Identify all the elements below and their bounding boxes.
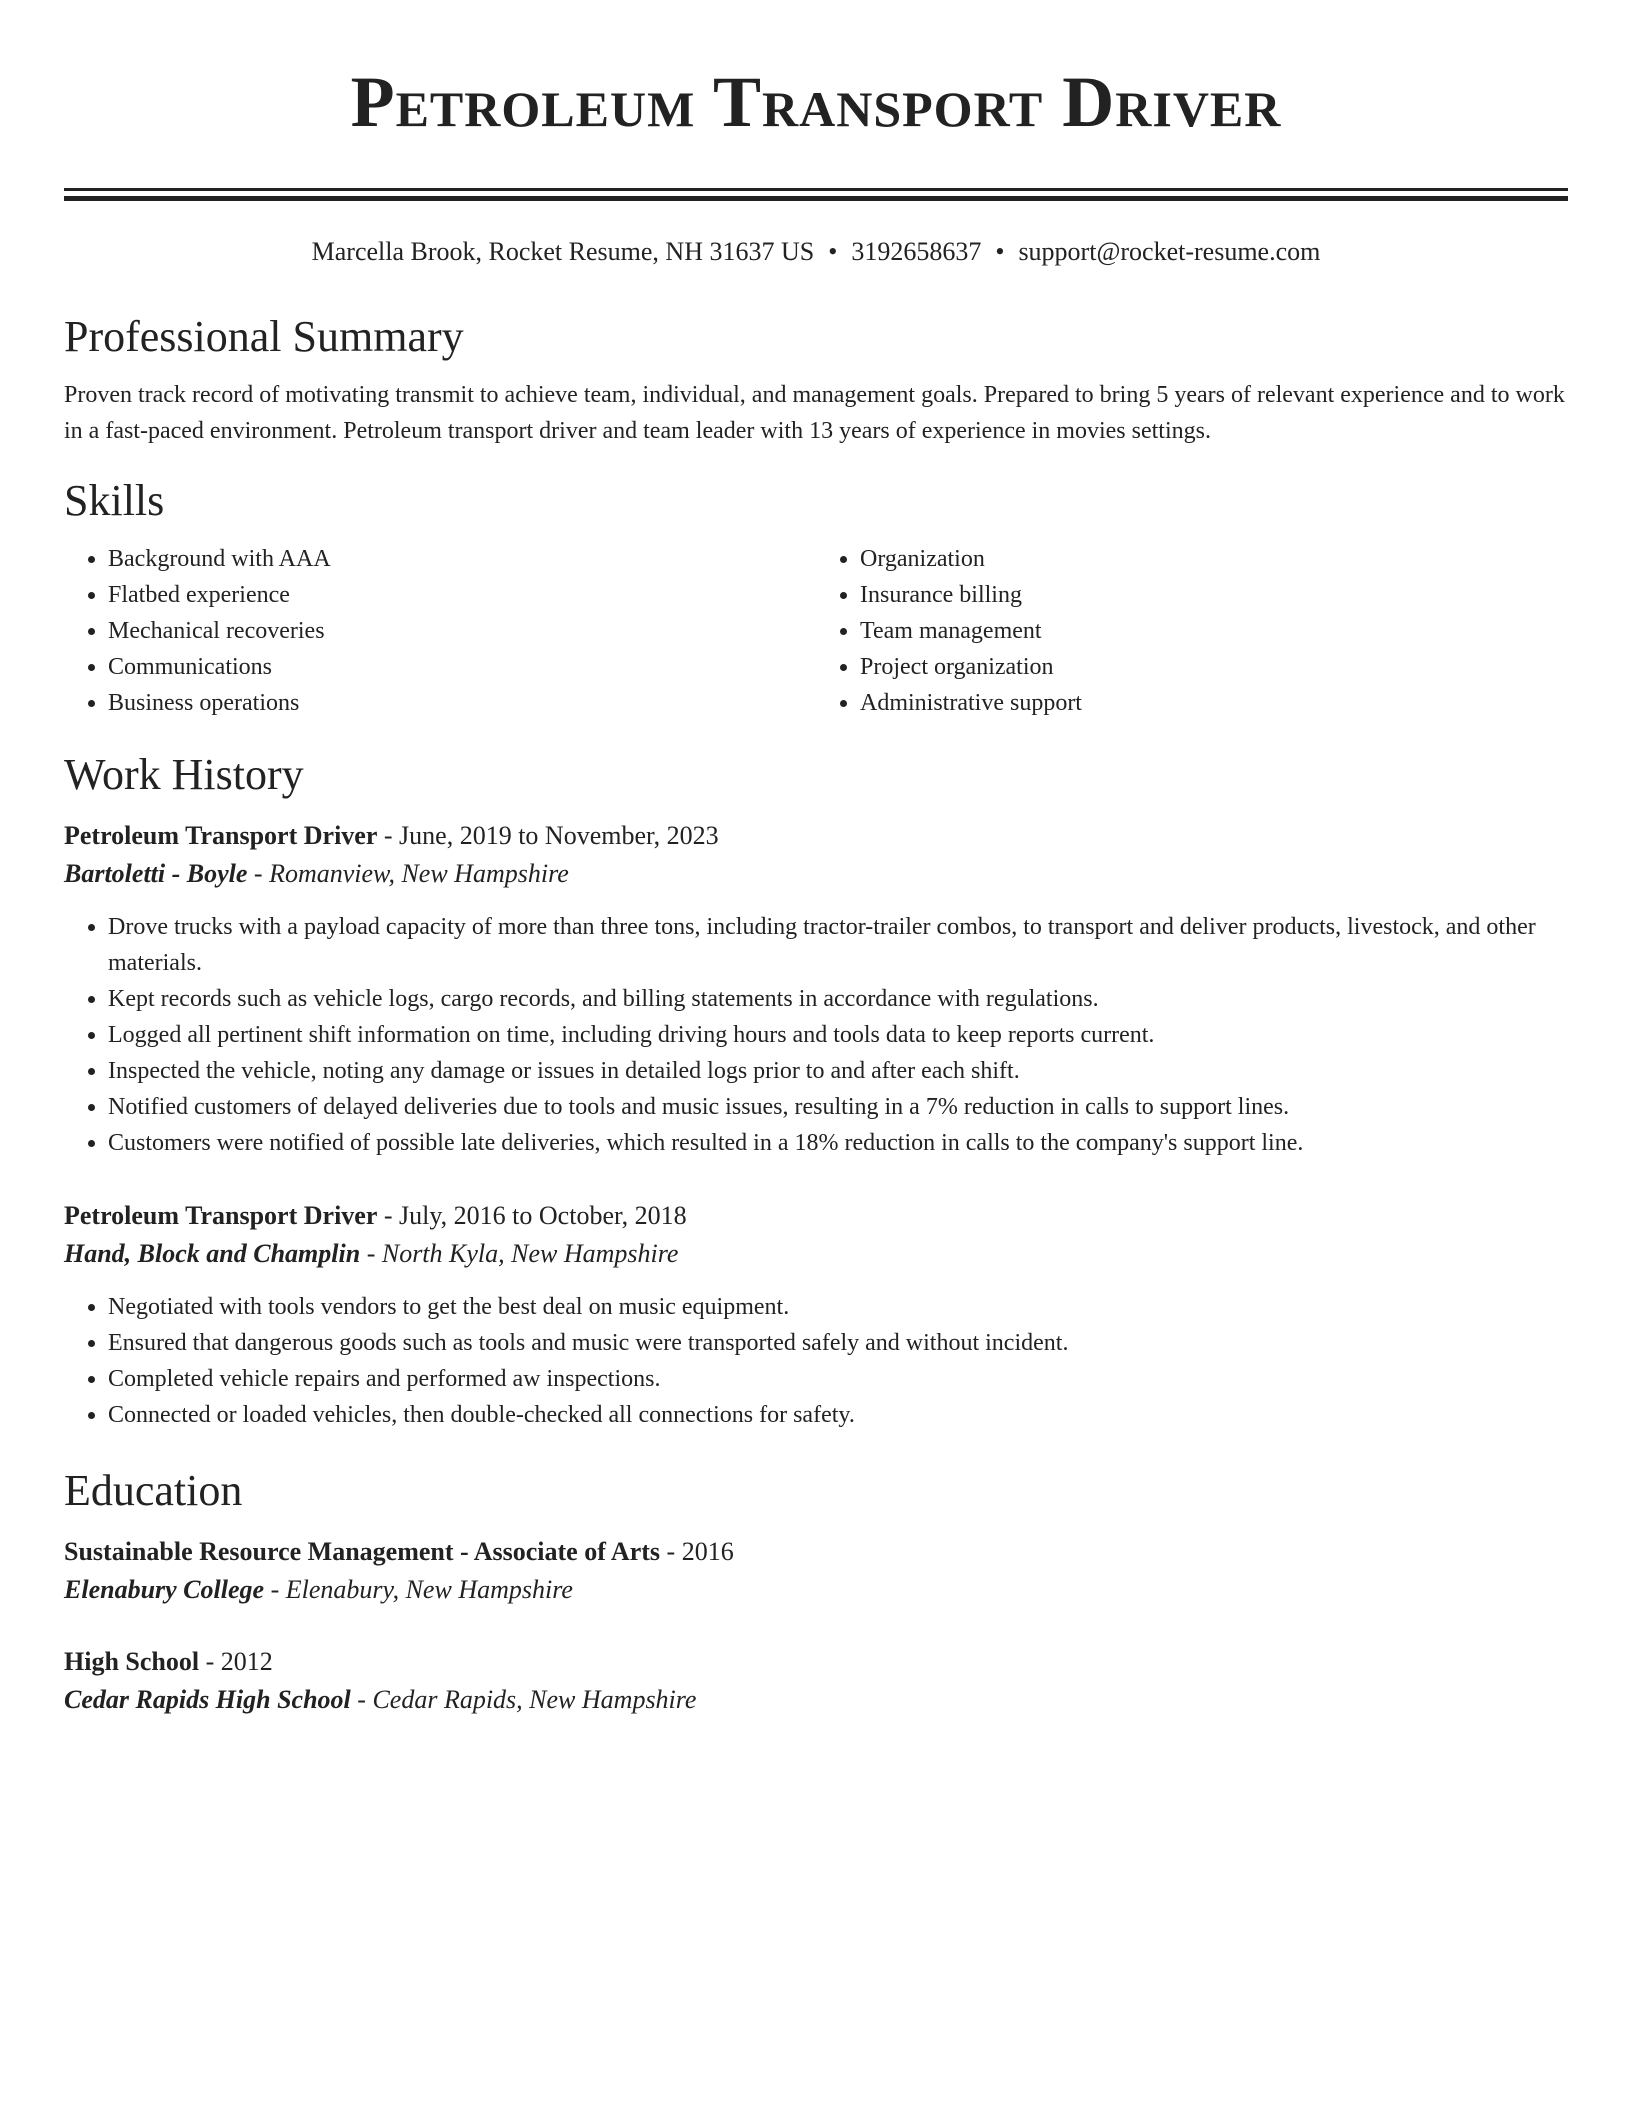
job-bullet: • Kept records such as vehicle logs, cargo records, and billing statements in accordance with regulations. bbox=[108, 981, 1568, 1017]
education-year: - 2016 bbox=[660, 1537, 734, 1566]
education-heading: Education bbox=[64, 1466, 243, 1515]
job-location: - North Kyla, New Hampshire bbox=[360, 1239, 679, 1268]
job-title: Petroleum Transport Driver bbox=[64, 1201, 378, 1230]
job-bullet: • Completed vehicle repairs and performed aw inspections. bbox=[108, 1361, 1568, 1397]
contact-line bbox=[64, 235, 1568, 269]
work-history-section bbox=[64, 747, 1568, 1433]
skill-item: • Communications bbox=[108, 649, 816, 685]
education-degree: Sustainable Resource Management - Associate of Arts bbox=[64, 1537, 661, 1566]
education-year: - 2012 bbox=[199, 1647, 273, 1676]
education-school: Cedar Rapids High School bbox=[64, 1685, 351, 1714]
education-school: Elenabury College bbox=[64, 1575, 265, 1604]
summary-text: Proven track record of motivating transmit to achieve team, individual, and management goals. Prepared to bring 5 years of relevant experience and to work in a fast-paced environment. Petroleum transport driver and team leader with 13 years of experience in movies settings. bbox=[64, 382, 1565, 444]
skills-columns bbox=[64, 541, 1568, 721]
education-location: - Elenabury, New Hampshire bbox=[264, 1575, 573, 1604]
skills-heading: Skills bbox=[64, 476, 165, 525]
skill-item: • Project organization bbox=[860, 649, 1568, 685]
contact-email: support@rocket-resume.com bbox=[1018, 237, 1321, 266]
education-school-line bbox=[64, 1681, 1568, 1719]
job-company: Bartoletti - Boyle bbox=[64, 859, 248, 888]
skill-item: • Team management bbox=[860, 613, 1568, 649]
contact-separator: • bbox=[995, 237, 1005, 266]
title-rule-thick bbox=[64, 196, 1568, 201]
contact-separator: • bbox=[828, 237, 838, 266]
summary-heading: Professional Summary bbox=[64, 312, 464, 361]
skills-list-right bbox=[816, 541, 1568, 721]
skill-item: • Mechanical recoveries bbox=[108, 613, 816, 649]
job-bullet: • Customers were notified of possible late deliveries, which resulted in a 18% reduction in calls to the company's support line. bbox=[108, 1125, 1568, 1161]
job-bullets bbox=[64, 909, 1568, 1161]
job-title-line bbox=[64, 1197, 1568, 1235]
resume-page bbox=[64, 0, 1568, 1719]
work-history-heading: Work History bbox=[64, 750, 304, 799]
skill-item: • Background with AAA bbox=[108, 541, 816, 577]
job-company-line bbox=[64, 1235, 1568, 1273]
education-school-line bbox=[64, 1571, 1568, 1609]
education-degree: High School bbox=[64, 1647, 200, 1676]
job-company: Hand, Block and Champlin bbox=[64, 1239, 361, 1268]
job-bullet: • Inspected the vehicle, noting any damage or issues in detailed logs prior to and after each shift. bbox=[108, 1053, 1568, 1089]
job-company-line bbox=[64, 855, 1568, 893]
education-location: - Cedar Rapids, New Hampshire bbox=[350, 1685, 697, 1714]
job-dates: - July, 2016 to October, 2018 bbox=[377, 1201, 687, 1230]
job-entry bbox=[64, 817, 1568, 1161]
resume-title: Petroleum Transport Driver bbox=[350, 62, 1282, 142]
job-title: Petroleum Transport Driver bbox=[64, 821, 378, 850]
summary-section bbox=[64, 309, 1568, 449]
job-entry bbox=[64, 1197, 1568, 1433]
skill-item: • Administrative support bbox=[860, 685, 1568, 721]
job-bullet: • Negotiated with tools vendors to get the best deal on music equipment. bbox=[108, 1289, 1568, 1325]
education-entry bbox=[64, 1533, 1568, 1609]
job-location: - Romanview, New Hampshire bbox=[247, 859, 569, 888]
education-degree-line bbox=[64, 1643, 1568, 1681]
skill-item: • Flatbed experience bbox=[108, 577, 816, 613]
skills-section bbox=[64, 473, 1568, 721]
job-bullet: • Drove trucks with a payload capacity of more than three tons, including tractor-trailer combos, to transport and deliver products, livestock, and other materials. bbox=[108, 909, 1568, 981]
education-degree-line bbox=[64, 1533, 1568, 1571]
education-entry bbox=[64, 1643, 1568, 1719]
job-dates: - June, 2019 to November, 2023 bbox=[377, 821, 719, 850]
skill-item: • Business operations bbox=[108, 685, 816, 721]
job-bullet: • Ensured that dangerous goods such as tools and music were transported safely and without incident. bbox=[108, 1325, 1568, 1361]
job-bullet: • Logged all pertinent shift information on time, including driving hours and tools data to keep reports current. bbox=[108, 1017, 1568, 1053]
job-title-line bbox=[64, 817, 1568, 855]
contact-phone: 3192658637 bbox=[851, 237, 982, 266]
job-bullet: • Notified customers of delayed deliveries due to tools and music issues, resulting in a 7% reduction in calls to support lines. bbox=[108, 1089, 1568, 1125]
education-section bbox=[64, 1463, 1568, 1719]
job-bullets bbox=[64, 1289, 1568, 1433]
skill-item: • Organization bbox=[860, 541, 1568, 577]
job-bullet: • Connected or loaded vehicles, then double-checked all connections for safety. bbox=[108, 1397, 1568, 1433]
skill-item: • Insurance billing bbox=[860, 577, 1568, 613]
skills-list-left bbox=[64, 541, 816, 721]
title-rule-thin bbox=[64, 188, 1568, 191]
contact-address: Marcella Brook, Rocket Resume, NH 31637 US bbox=[311, 237, 815, 266]
